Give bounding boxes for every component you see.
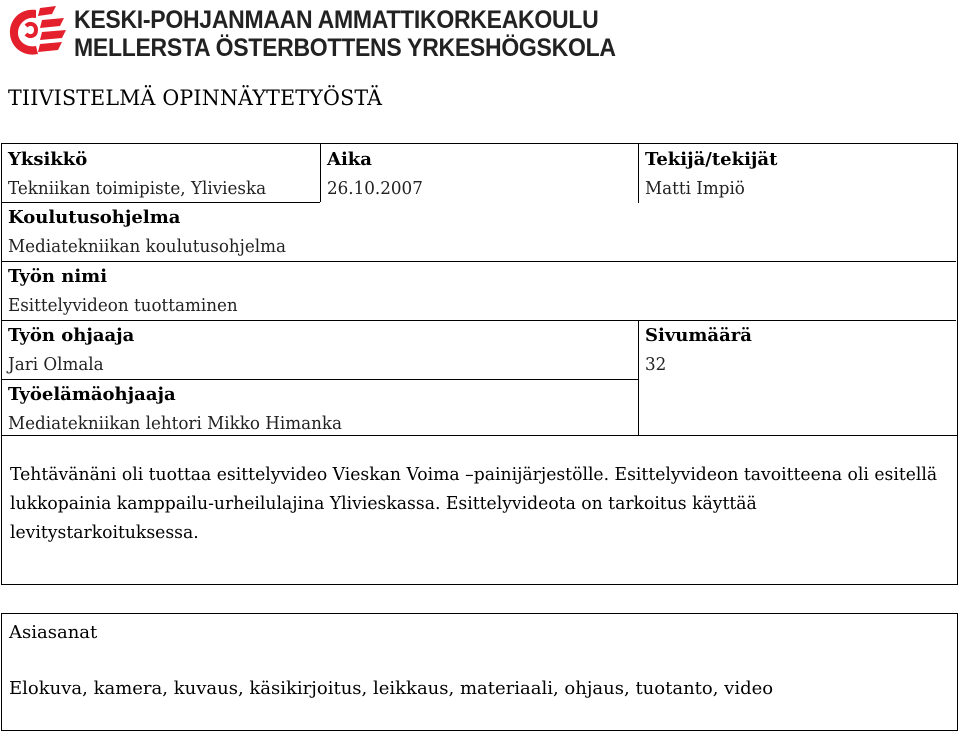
logo-line-swedish: MELLERSTA ÖSTERBOTTENS YRKESHÖGSKOLA (74, 34, 616, 62)
work-name-cell (8, 262, 255, 320)
keywords-value: Elokuva, kamera, kuvaus, käsikirjoitus, leikkaus, materiaali, ohjaus, tuotanto, video (9, 678, 774, 699)
pages-label: Sivumäärä (645, 325, 752, 346)
author-value: Matti Impiö (645, 178, 745, 199)
column-divider (638, 144, 639, 203)
author-cell (645, 145, 777, 203)
supervisor-label: Työn ohjaaja (8, 325, 135, 346)
supervisor-cell (8, 321, 134, 379)
institution-logo (6, 4, 616, 64)
work-name-label: Työn nimi (8, 266, 108, 287)
work-name-value: Esittelyvideon tuottaminen (8, 295, 238, 316)
date-cell (327, 145, 430, 203)
logo-text (74, 6, 616, 62)
cop-logo-icon (6, 4, 68, 60)
pages-value: 32 (645, 354, 667, 375)
work-supervisor-label: Työelämäohjaaja (8, 384, 176, 405)
logo-line-finnish: KESKI-POHJANMAAN AMMATTIKORKEAKOULU (74, 6, 599, 34)
keywords-box (1, 613, 958, 731)
document-title: TIIVISTELMÄ OPINNÄYTETYÖSTÄ (8, 86, 383, 110)
work-supervisor-value: Mediatekniikan lehtori Mikko Himanka (8, 413, 343, 434)
programme-cell (8, 203, 307, 261)
programme-value: Mediatekniikan koulutusohjelma (8, 236, 286, 257)
keywords-label: Asiasanat (9, 622, 98, 643)
row-divider (2, 320, 956, 321)
info-table (1, 143, 958, 436)
supervisor-value: Jari Olmala (8, 354, 104, 375)
unit-value: Tekniikan toimipiste, Ylivieska (8, 178, 267, 199)
pages-cell (645, 321, 752, 379)
column-divider (638, 320, 639, 435)
date-label: Aika (327, 149, 372, 170)
programme-label: Koulutusohjelma (8, 207, 181, 228)
author-label: Tekijä/tekijät (645, 149, 778, 170)
column-divider (320, 144, 321, 202)
work-supervisor-cell (8, 380, 367, 438)
unit-cell (8, 145, 286, 203)
unit-label: Yksikkö (8, 149, 88, 170)
date-value: 26.10.2007 (327, 178, 423, 199)
abstract-box (1, 436, 958, 585)
abstract-text: Tehtävänäni oli tuottaa esittelyvideo Vieskan Voima –painijärjestölle. Esittelyvideon tavoitteena oli esitellä lukkopainia kamppailu-urheilulajina Ylivieskassa. Esittelyvideota on tarkoitus käyttää levitystarkoituksessa. (10, 464, 938, 543)
